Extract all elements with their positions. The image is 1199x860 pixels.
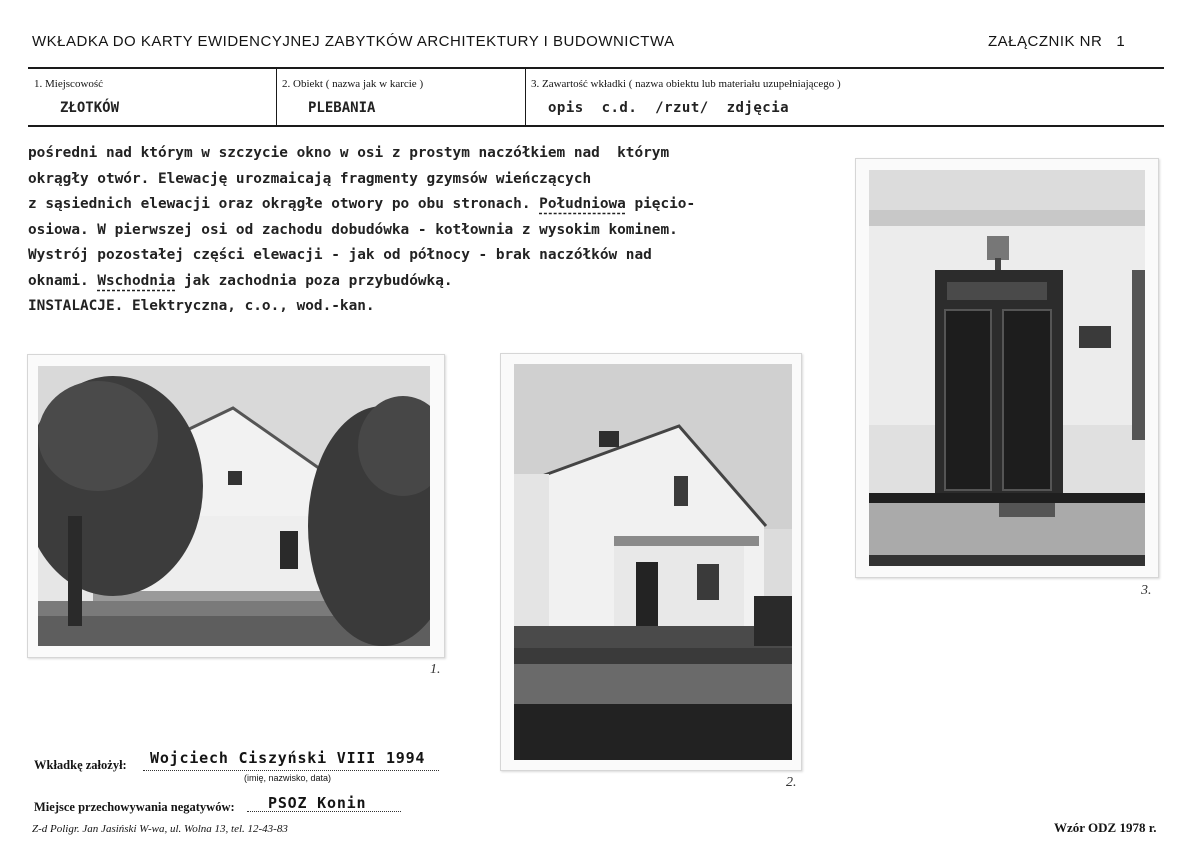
document-title: WKŁADKA DO KARTY EWIDENCYJNEJ ZABYTKÓW ARCHITEKTURY I BUDOWNICTWA	[32, 33, 675, 50]
field-value-object: PLEBANIA	[308, 100, 376, 116]
annex-label: ZAŁĄCZNIK NR 1	[988, 33, 1126, 50]
body-line-3: z sąsiednich elewacji oraz okrągłe otwory po obu stronach. Południowa pięcio-	[28, 196, 696, 212]
field-divider-1	[276, 69, 277, 126]
photo-1-number: 1.	[430, 662, 441, 677]
underlined-east: Wschodnia	[97, 272, 176, 289]
printer-imprint: Z-d Poligr. Jan Jasiński W-wa, ul. Wolna 13, tel. 12-43-83	[32, 823, 288, 835]
photo-1	[27, 354, 445, 658]
photo-3	[855, 158, 1159, 578]
author-caption: (imię, nazwisko, data)	[244, 773, 332, 783]
author-dotted-line	[143, 770, 439, 771]
form-code: Wzór ODZ 1978 r.	[1054, 820, 1157, 835]
storage-value: PSOZ Konin	[268, 794, 367, 812]
photo-2-image	[514, 364, 792, 760]
annex-number: 1	[1116, 33, 1126, 50]
body-line-1: pośredni nad którym w szczycie okno w osi z prostym naczółkiem nad którym	[28, 145, 670, 161]
photo-2	[500, 353, 802, 771]
photo-3-number: 3.	[1141, 583, 1152, 598]
underlined-south: Południowa	[539, 196, 626, 212]
field-value-locality: ZŁOTKÓW	[60, 100, 120, 116]
field-value-contents: opis c.d. /rzut/ zdjęcia	[548, 100, 790, 116]
description-text	[28, 141, 695, 320]
photo-3-image	[869, 170, 1145, 566]
field-label-object: 2. Obiekt ( nazwa jak w karcie )	[282, 78, 424, 90]
photo-2-number: 2.	[786, 775, 797, 790]
top-rule	[28, 67, 1164, 69]
field-divider-2	[525, 69, 526, 126]
fields-bottom-rule	[28, 125, 1164, 127]
field-label-locality: 1. Miejscowość	[34, 78, 104, 90]
author-label: Wkładkę założył:	[34, 758, 127, 772]
storage-label: Miejsce przechowywania negatywów:	[34, 800, 235, 814]
body-line-7: INSTALACJE. Elektryczna, c.o., wod.-kan.	[28, 298, 375, 314]
body-line-4: osiowa. W pierwszej osi od zachodu dobudówka - kotłownia z wysokim kominem.	[28, 221, 678, 238]
body-line-2: okrągły otwór. Elewację urozmaicają fragmenty gzymsów wieńczących	[28, 170, 592, 187]
author-value: Wojciech Ciszyński VIII 1994	[150, 749, 426, 767]
photo-1-image	[38, 366, 430, 646]
body-line-6: oknami. Wschodnia jak zachodnia poza przybudówką.	[28, 272, 453, 289]
body-line-5: Wystrój pozostałej części elewacji - jak od północy - brak naczółków nad	[28, 247, 652, 263]
field-label-contents: 3. Zawartość wkładki ( nazwa obiektu lub materiału uzupełniającego )	[531, 78, 841, 90]
